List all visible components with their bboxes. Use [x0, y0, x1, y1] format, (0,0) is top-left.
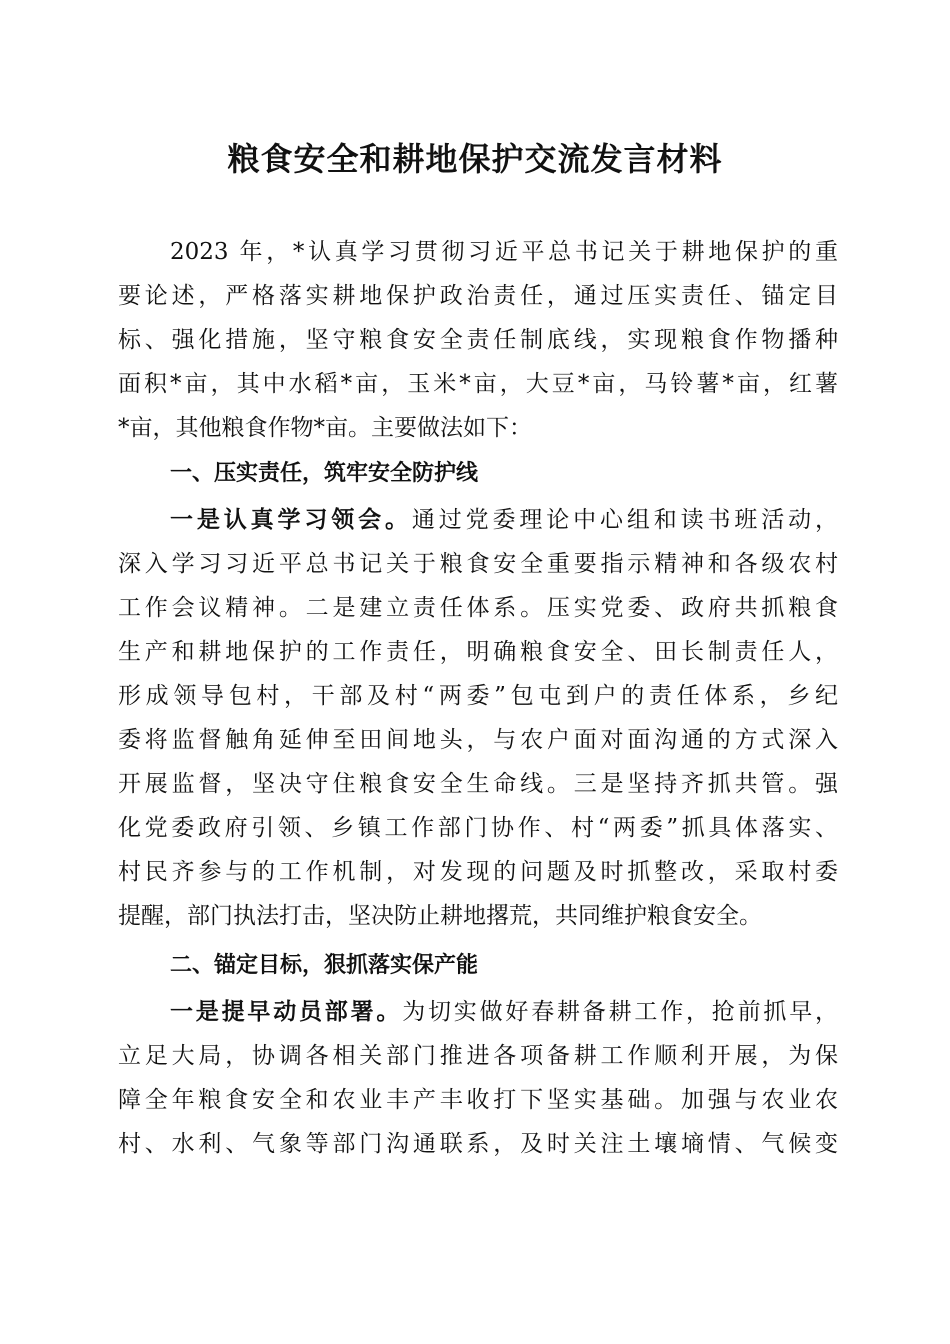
section-2-first-rest: 为切实做好春耕备耕工作，抢前抓早，: [402, 999, 839, 1025]
intro-line-4: 面积*亩，其中水稻*亩，玉米*亩，大豆*亩，马铃薯*亩，红薯: [118, 371, 838, 397]
section-2-line-2: 立足大局，协调各相关部门推进各项备耕工作顺利开展，为保: [118, 1043, 838, 1069]
section-1-line-7: 开展监督，坚决守住粮食安全生命线。三是坚持齐抓共管。强: [118, 771, 838, 797]
section-2-heading: 二、锚定目标，狠抓落实保产能: [170, 953, 479, 978]
section-1-line-4: 生产和耕地保护的工作责任，明确粮食安全、田长制责任人，: [118, 639, 838, 665]
intro-line-1: 2023 年，*认真学习贯彻习近平总书记关于耕地保护的重: [170, 239, 838, 265]
section-2-line-1: [170, 990, 838, 1034]
section-1-line-6: 委将监督触角延伸至田间地头，与农户面对面沟通的方式深入: [118, 727, 838, 753]
intro-line-2: 要论述，严格落实耕地保护政治责任，通过压实责任、锚定目: [118, 283, 838, 309]
section-2-lead: 一是提早动员部署。: [170, 998, 403, 1025]
section-1-line-1: [170, 498, 838, 542]
section-1-heading: 一、压实责任，筑牢安全防护线: [170, 461, 479, 486]
section-1-first-rest: 通过党委理论中心组和读书班活动，: [411, 507, 838, 533]
document-title: 粮食安全和耕地保护交流发言材料: [227, 140, 723, 178]
section-1-lead: 一是认真学习领会。: [170, 506, 412, 533]
section-1-line-9: 村民齐参与的工作机制，对发现的问题及时抓整改，采取村委: [118, 859, 838, 885]
section-2-line-3: 障全年粮食安全和农业丰产丰收打下坚实基础。加强与农业农: [118, 1087, 838, 1113]
section-1-line-8: 化党委政府引领、乡镇工作部门协作、村“两委”抓具体落实、: [118, 815, 838, 841]
section-1-line-2: 深入学习习近平总书记关于粮食安全重要指示精神和各级农村: [118, 551, 838, 577]
section-1-line-10: 提醒，部门执法打击，坚决防止耕地撂荒，共同维护粮食安全。: [118, 903, 762, 929]
intro-line-3: 标、强化措施，坚守粮食安全责任制底线，实现粮食作物播种: [118, 327, 838, 353]
section-1-line-3: 工作会议精神。二是建立责任体系。压实党委、政府共抓粮食: [118, 595, 838, 621]
section-2-line-4: 村、水利、气象等部门沟通联系，及时关注土壤墒情、气候变: [118, 1131, 838, 1157]
section-1-line-5: 形成领导包村，干部及村“两委”包屯到户的责任体系，乡纪: [118, 683, 838, 709]
intro-line-5: *亩，其他粮食作物*亩。主要做法如下：: [118, 415, 532, 441]
